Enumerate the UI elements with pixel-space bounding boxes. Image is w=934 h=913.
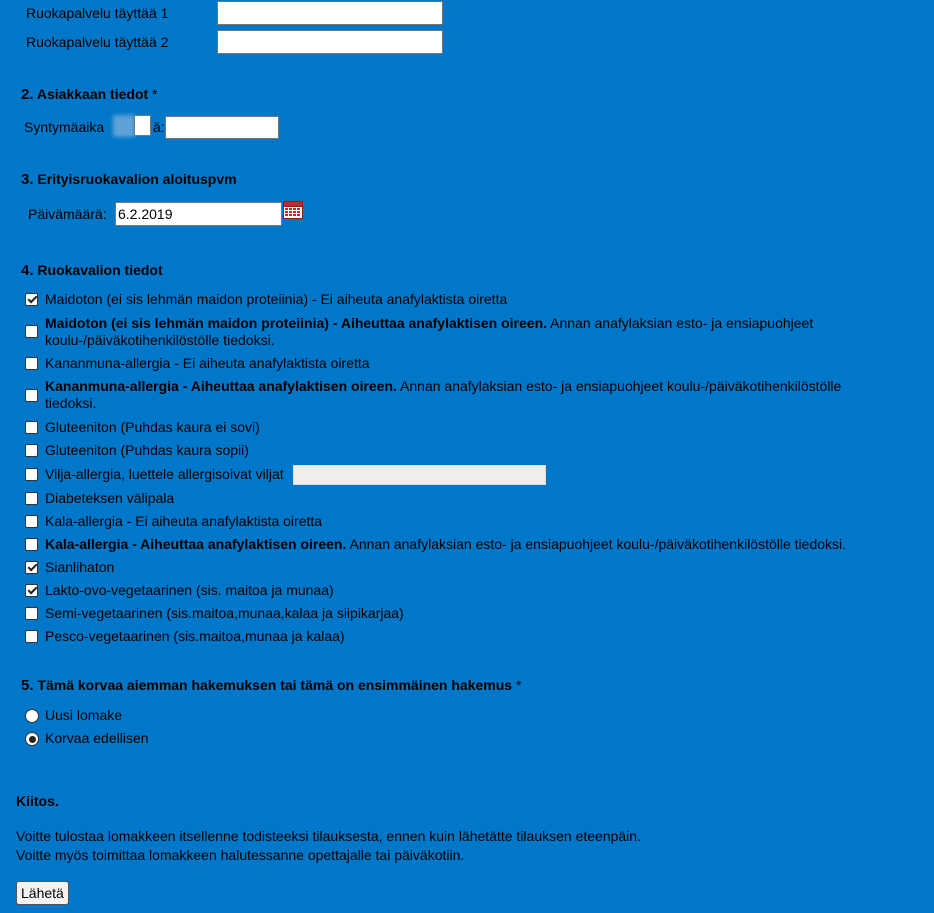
field-label-ruokapalvelu-2: Ruokapalvelu täyttää 2 [26,34,169,50]
option-label-diabetes: Diabeteksen välipala [45,490,175,506]
calendar-icon[interactable] [283,200,303,222]
checkbox-kala-anafylaktinen[interactable] [25,538,38,551]
option-label-maidoton: Maidoton (ei sis lehmän maidon proteiinia) - Ei aiheuta anafylaktista oiretta [45,291,508,307]
section-3-heading: 3. Erityisruokavalion aloituspvm [21,171,237,188]
checkbox-kananmuna[interactable] [25,357,38,370]
option-label-kananmuna-anafylaktinen: Kananmuna-allergia - Aiheuttaa anafylaktisen oireen. Annan anafylaksian esto- ja ensiapuohjeet koulu-/päiväkotihenkilöstölle tiedoksi. [45,378,842,411]
option-label-kala-anafylaktinen: Kala-allergia - Aiheuttaa anafylaktisen oireen. Annan anafylaksian esto- ja ensiapuohjeet koulu-/päiväkotihenkilöstölle tiedoksi. [45,536,847,552]
checkbox-kala-allergia[interactable] [25,515,38,528]
checkbox-diabetes[interactable] [25,492,38,505]
checkbox-gluteeniton-kaura[interactable] [25,444,38,457]
option-label-sianlihaton: Sianlihaton [45,559,115,575]
option-label-gluteeniton-kaura: Gluteeniton (Puhdas kaura sopii) [45,442,249,458]
thanks-text: Kiitos. [16,793,59,809]
birthdate-label: Syntymäaika [24,119,105,135]
option-label-kananmuna: Kananmuna-allergia - Ei aiheuta anafylaktista oiretta [45,355,370,371]
radio-korvaa-edellisen[interactable] [25,732,39,746]
section-2-heading: 2. Asiakkaan tiedot * [21,86,158,103]
checkbox-sianlihaton[interactable] [25,561,38,574]
checkbox-maidoton[interactable] [25,293,38,306]
radio-label-korvaa-edellisen: Korvaa edellisen [45,730,149,746]
checkbox-semi-vegetaarinen[interactable] [25,607,38,620]
option-label-vilja-allergia: Vilja-allergia, luettele allergisoivat viljat [45,466,284,482]
radio-uusi-lomake[interactable] [25,709,39,723]
checkbox-maidoton-anafylaktinen[interactable] [25,325,38,338]
option-label-semi-vegetaarinen: Semi-vegetaarinen (sis.maitoa,munaa,kalaa ja siipikarjaa) [45,605,404,621]
checkbox-gluteeniton-ei-kauraa[interactable] [25,421,38,434]
field-label-ruokapalvelu-1: Ruokapalvelu täyttää 1 [26,5,169,21]
footer-line-1: Voitte tulostaa lomakkeen itsellenne todisteeksi tilauksesta, ennen kuin lähetätte tilauksen eteenpäin. [16,828,641,844]
option-label-gluteeniton-ei-kauraa: Gluteeniton (Puhdas kaura ei sovi) [45,419,260,435]
option-label-maidoton-anafylaktinen: Maidoton (ei sis lehmän maidon proteiinia) - Aiheuttaa anafylaktisen oireen. Annan anafylaksian esto- ja ensiapuohjeet koulu-/päiväkotihenkilöstölle tiedoksi. [45,315,814,348]
submit-button[interactable]: Lähetä [16,881,69,905]
start-date-input[interactable] [115,202,282,226]
checkbox-vilja-allergia[interactable] [25,468,38,481]
ruokapalvelu-1-input[interactable] [217,1,443,25]
option-label-pesco-vegetaarinen: Pesco-vegetaarinen (sis.maitoa,munaa ja kalaa) [45,628,345,644]
birthdate-input[interactable] [165,116,279,139]
footer-line-2: Voitte myös toimittaa lomakkeen halutessanne opettajalle tai päiväkotiin. [16,847,465,863]
date-label: Päivämäärä: [28,206,107,222]
option-label-lakto-ovo: Lakto-ovo-vegetaarinen (sis. maitoa ja munaa) [45,582,334,598]
birthdate-label-end: ä: [153,119,165,135]
checkbox-kananmuna-anafylaktinen[interactable] [25,389,38,402]
radio-label-uusi-lomake: Uusi lomake [45,707,123,723]
ruokapalvelu-2-input[interactable] [217,30,443,54]
birthdate-widget[interactable] [134,115,151,136]
checkbox-lakto-ovo[interactable] [25,584,38,597]
option-label-kala-allergia: Kala-allergia - Ei aiheuta anafylaktista oiretta [45,513,323,529]
section-4-heading: 4. Ruokavalion tiedot [21,262,163,279]
section-5-heading: 5. Tämä korvaa aiemman hakemuksen tai tämä on ensimmäinen hakemus * [21,677,522,694]
checkbox-pesco-vegetaarinen[interactable] [25,630,38,643]
vilja-allergia-input[interactable] [293,465,546,485]
blurred-overlay [113,115,135,137]
